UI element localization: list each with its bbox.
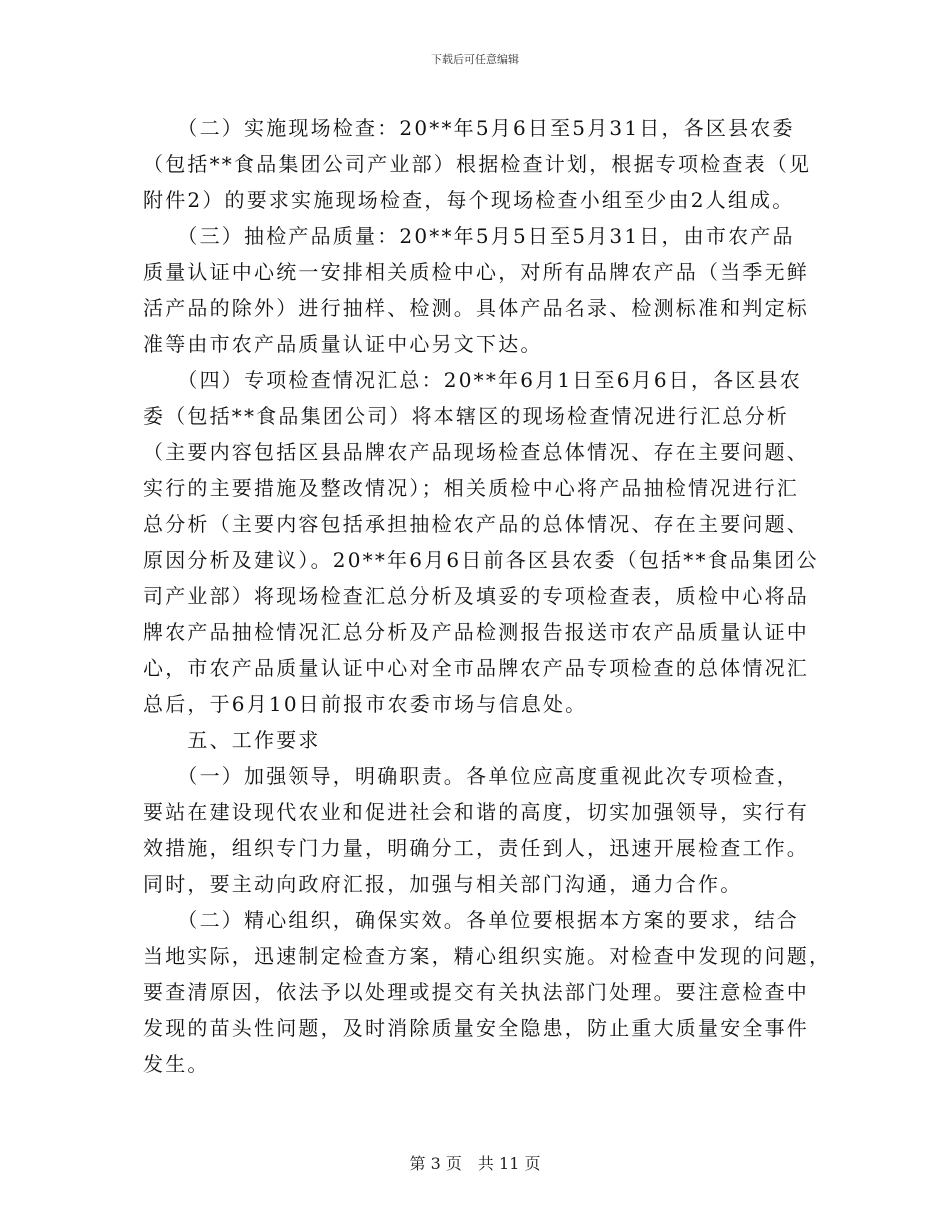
body-line: 心，市农产品质量认证中心对全市品牌农产品专项检查的总体情况汇 bbox=[143, 656, 809, 680]
body-line: 总后，于6月10日前报市农委市场与信息处。 bbox=[143, 692, 588, 716]
body-line: （三）抽检产品质量：20**年5月5日至5月31日，由市农产品 bbox=[143, 224, 795, 248]
footer-prefix: 第 bbox=[409, 1154, 426, 1173]
footer-suffix: 页 bbox=[524, 1154, 541, 1173]
body-line: 准等由市农产品质量认证中心另文下达。 bbox=[143, 332, 543, 356]
body-line: 牌农产品抽检情况汇总分析及产品检测报告报送市农产品质量认证中 bbox=[143, 620, 809, 644]
body-line: 实行的主要措施及整改情况）；相关质检中心将产品抽检情况进行汇 bbox=[143, 476, 799, 500]
body-line: 总分析（主要内容包括承担抽检农产品的总体情况、存在主要问题、 bbox=[143, 512, 809, 536]
section-heading: 五、工作要求 bbox=[143, 728, 321, 752]
body-line: （包括**食品集团公司产业部）根据检查计划，根据专项检查表（见 bbox=[143, 152, 812, 176]
body-line: 活产品的除外）进行抽样、检测。具体产品名录、检测标准和判定标 bbox=[143, 296, 809, 320]
body-line: （二）精心组织，确保实效。各单位要根据本方案的要求，结合 bbox=[143, 908, 799, 932]
body-line: 要查清原因，依法予以处理或提交有关执法部门处理。要注意检查中 bbox=[143, 980, 809, 1004]
body-line: 当地实际，迅速制定检查方案，精心组织实施。对检查中发现的问题， bbox=[143, 944, 832, 968]
body-line: （主要内容包括区县品牌农产品现场检查总体情况、存在主要问题、 bbox=[143, 440, 809, 464]
total-pages: 11 bbox=[499, 1154, 520, 1173]
body-line: 委（包括**食品集团公司）将本辖区的现场检查情况进行汇总分析 bbox=[143, 404, 789, 428]
page-header: 下载后可任意编辑 bbox=[431, 53, 519, 66]
body-line: 要站在建设现代农业和促进社会和谐的高度，切实加强领导，实行有 bbox=[143, 800, 809, 824]
body-line: （四）专项检查情况汇总：20**年6月1日至6月6日，各区县农 bbox=[143, 368, 802, 392]
body-line: 司产业部）将现场检查汇总分析及填妥的专项检查表，质检中心将品 bbox=[143, 584, 809, 608]
body-line: 效措施，组织专门力量，明确分工，责任到人，迅速开展检查工作。 bbox=[143, 836, 809, 860]
body-line: 附件2）的要求实施现场检查，每个现场检查小组至少由2人组成。 bbox=[143, 188, 795, 212]
body-line: （一）加强领导，明确职责。各单位应高度重视此次专项检查， bbox=[143, 764, 799, 788]
body-line: （二）实施现场检查：20**年5月6日至5月31日，各区县农委 bbox=[143, 116, 795, 140]
body-line: 质量认证中心统一安排相关质检中心，对所有品牌农产品（当季无鲜 bbox=[143, 260, 809, 284]
body-line: 发现的苗头性问题，及时消除质量安全隐患，防止重大质量安全事件 bbox=[143, 1016, 809, 1040]
body-line: 同时，要主动向政府汇报，加强与相关部门沟通，通力合作。 bbox=[143, 872, 743, 896]
page-number: 3 bbox=[430, 1154, 441, 1173]
footer-mid: 页 共 bbox=[445, 1154, 494, 1173]
body-line: 发生。 bbox=[143, 1052, 210, 1076]
body-line: 原因分析及建议）。20**年6月6日前各区县农委（包括**食品集团公 bbox=[143, 548, 819, 572]
document-body bbox=[143, 110, 832, 1082]
page-footer bbox=[0, 1152, 950, 1176]
